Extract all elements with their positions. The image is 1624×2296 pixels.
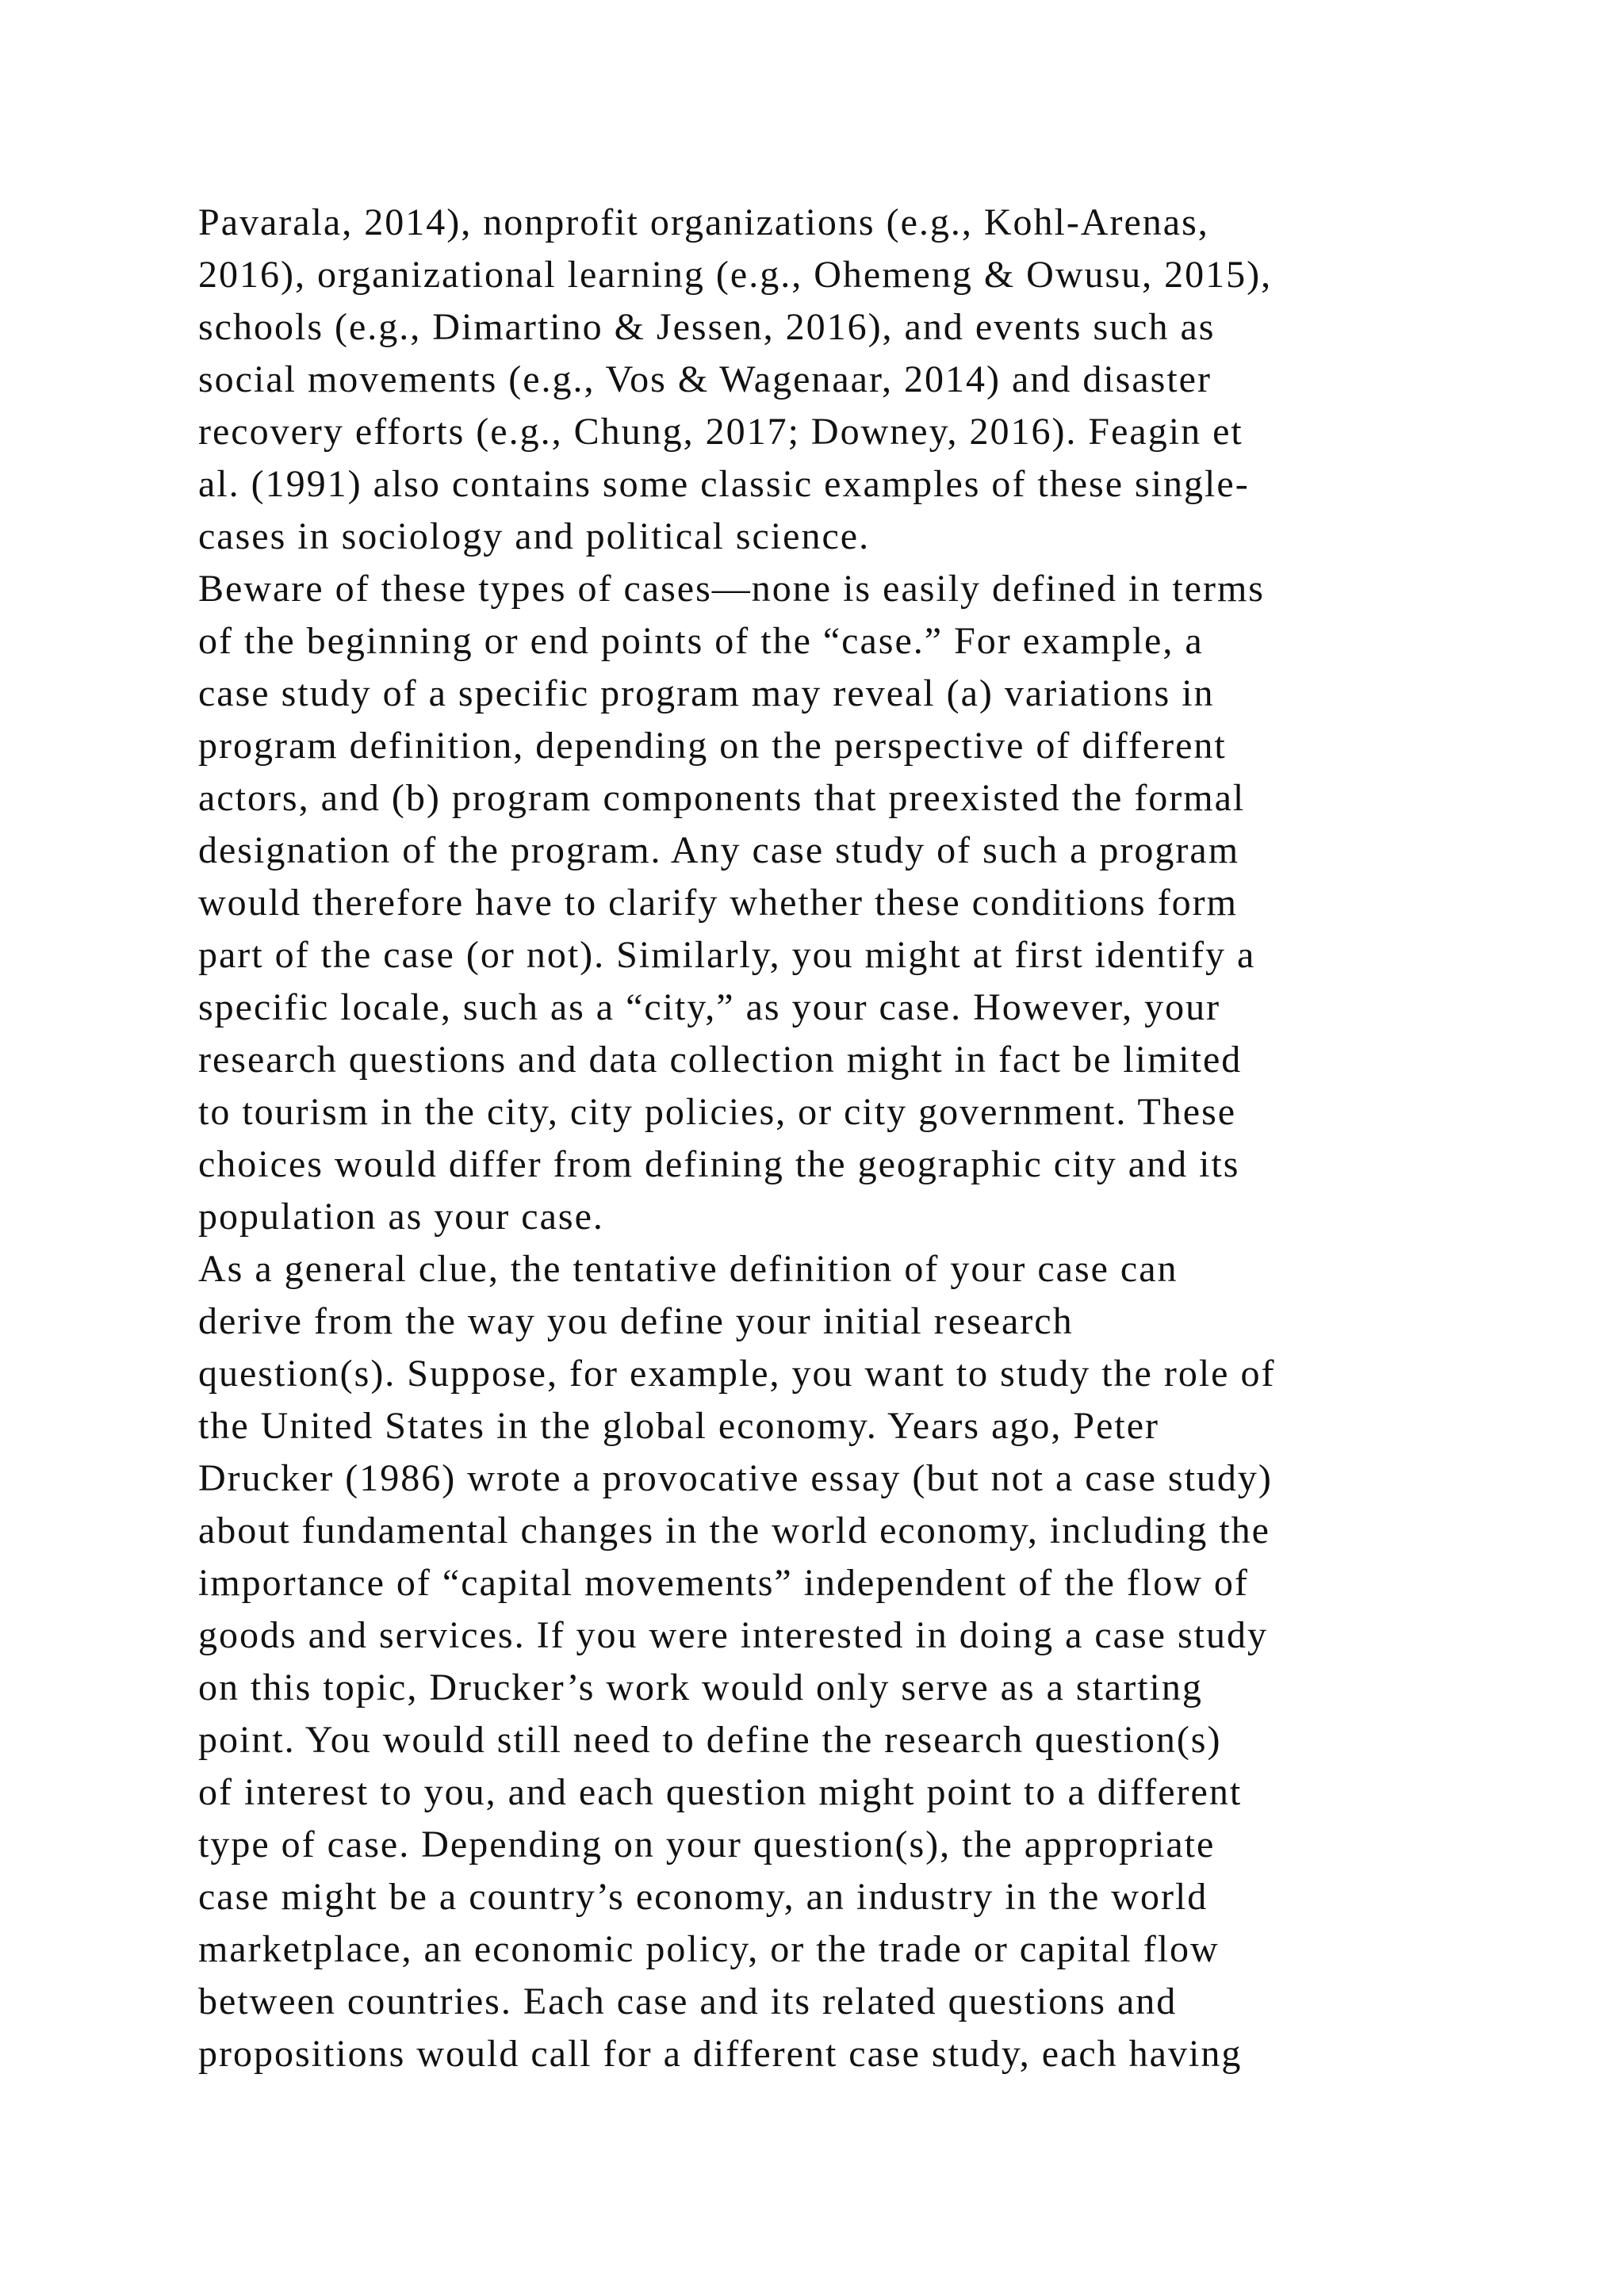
text-line: choices would differ from defining the geographic city and its — [198, 1143, 1240, 1185]
text-line: cases in sociology and political science. — [198, 515, 871, 557]
text-line: specific locale, such as a “city,” as your case. However, your — [198, 986, 1221, 1028]
text-line: question(s). Suppose, for example, you want to study the role of — [198, 1353, 1276, 1395]
text-line: designation of the program. Any case study of such a program — [198, 829, 1240, 871]
text-line: Pavarala, 2014), nonprofit organizations (e.g., Kohl-Arenas, — [198, 201, 1209, 243]
text-line: between countries. Each case and its related questions and — [198, 1980, 1178, 2022]
text-line: Drucker (1986) wrote a provocative essay (but not a case study) — [198, 1457, 1273, 1499]
text-line: Beware of these types of cases—none is easily defined in terms — [198, 568, 1265, 610]
text-line: case might be a country’s economy, an industry in the world — [198, 1876, 1208, 1918]
text-line: derive from the way you define your initial research — [198, 1300, 1074, 1342]
text-line: research questions and data collection might in fact be limited — [198, 1039, 1243, 1081]
text-line: population as your case. — [198, 1196, 604, 1238]
text-line: of interest to you, and each question might point to a different — [198, 1771, 1243, 1813]
text-line: program definition, depending on the perspective of different — [198, 725, 1227, 767]
text-line: part of the case (or not). Similarly, you might at first identify a — [198, 934, 1256, 976]
text-line: goods and services. If you were interested in doing a case study — [198, 1614, 1268, 1656]
text-line: recovery efforts (e.g., Chung, 2017; Downey, 2016). Feagin et — [198, 411, 1243, 453]
text-line: marketplace, an economic policy, or the trade or capital flow — [198, 1928, 1220, 1970]
text-line: type of case. Depending on your question(s), the appropriate — [198, 1823, 1216, 1866]
text-line: schools (e.g., Dimartino & Jessen, 2016), and events such as — [198, 306, 1216, 348]
text-line: the United States in the global economy. Years ago, Peter — [198, 1405, 1159, 1447]
text-line: to tourism in the city, city policies, or city government. These — [198, 1091, 1237, 1133]
text-line: propositions would call for a different case study, each having — [198, 2033, 1243, 2075]
text-line: importance of “capital movements” independent of the flow of — [198, 1562, 1249, 1604]
body-text — [198, 197, 1507, 2080]
text-line: actors, and (b) program components that preexisted the formal — [198, 777, 1246, 819]
text-line: 2016), organizational learning (e.g., Ohemeng & Owusu, 2015), — [198, 254, 1273, 296]
text-line: social movements (e.g., Vos & Wagenaar, 2014) and disaster — [198, 358, 1212, 400]
text-line: As a general clue, the tentative definition of your case can — [198, 1248, 1178, 1290]
text-line: about fundamental changes in the world economy, including the — [198, 1510, 1270, 1552]
text-line: would therefore have to clarify whether these conditions form — [198, 882, 1238, 924]
text-line: point. You would still need to define the research question(s) — [198, 1719, 1222, 1761]
text-line: case study of a specific program may reveal (a) variations in — [198, 672, 1215, 714]
text-line: al. (1991) also contains some classic examples of these single- — [198, 463, 1250, 505]
text-line: of the beginning or end points of the “case.” For example, a — [198, 620, 1204, 662]
text-line: on this topic, Drucker’s work would only serve as a starting — [198, 1667, 1203, 1709]
